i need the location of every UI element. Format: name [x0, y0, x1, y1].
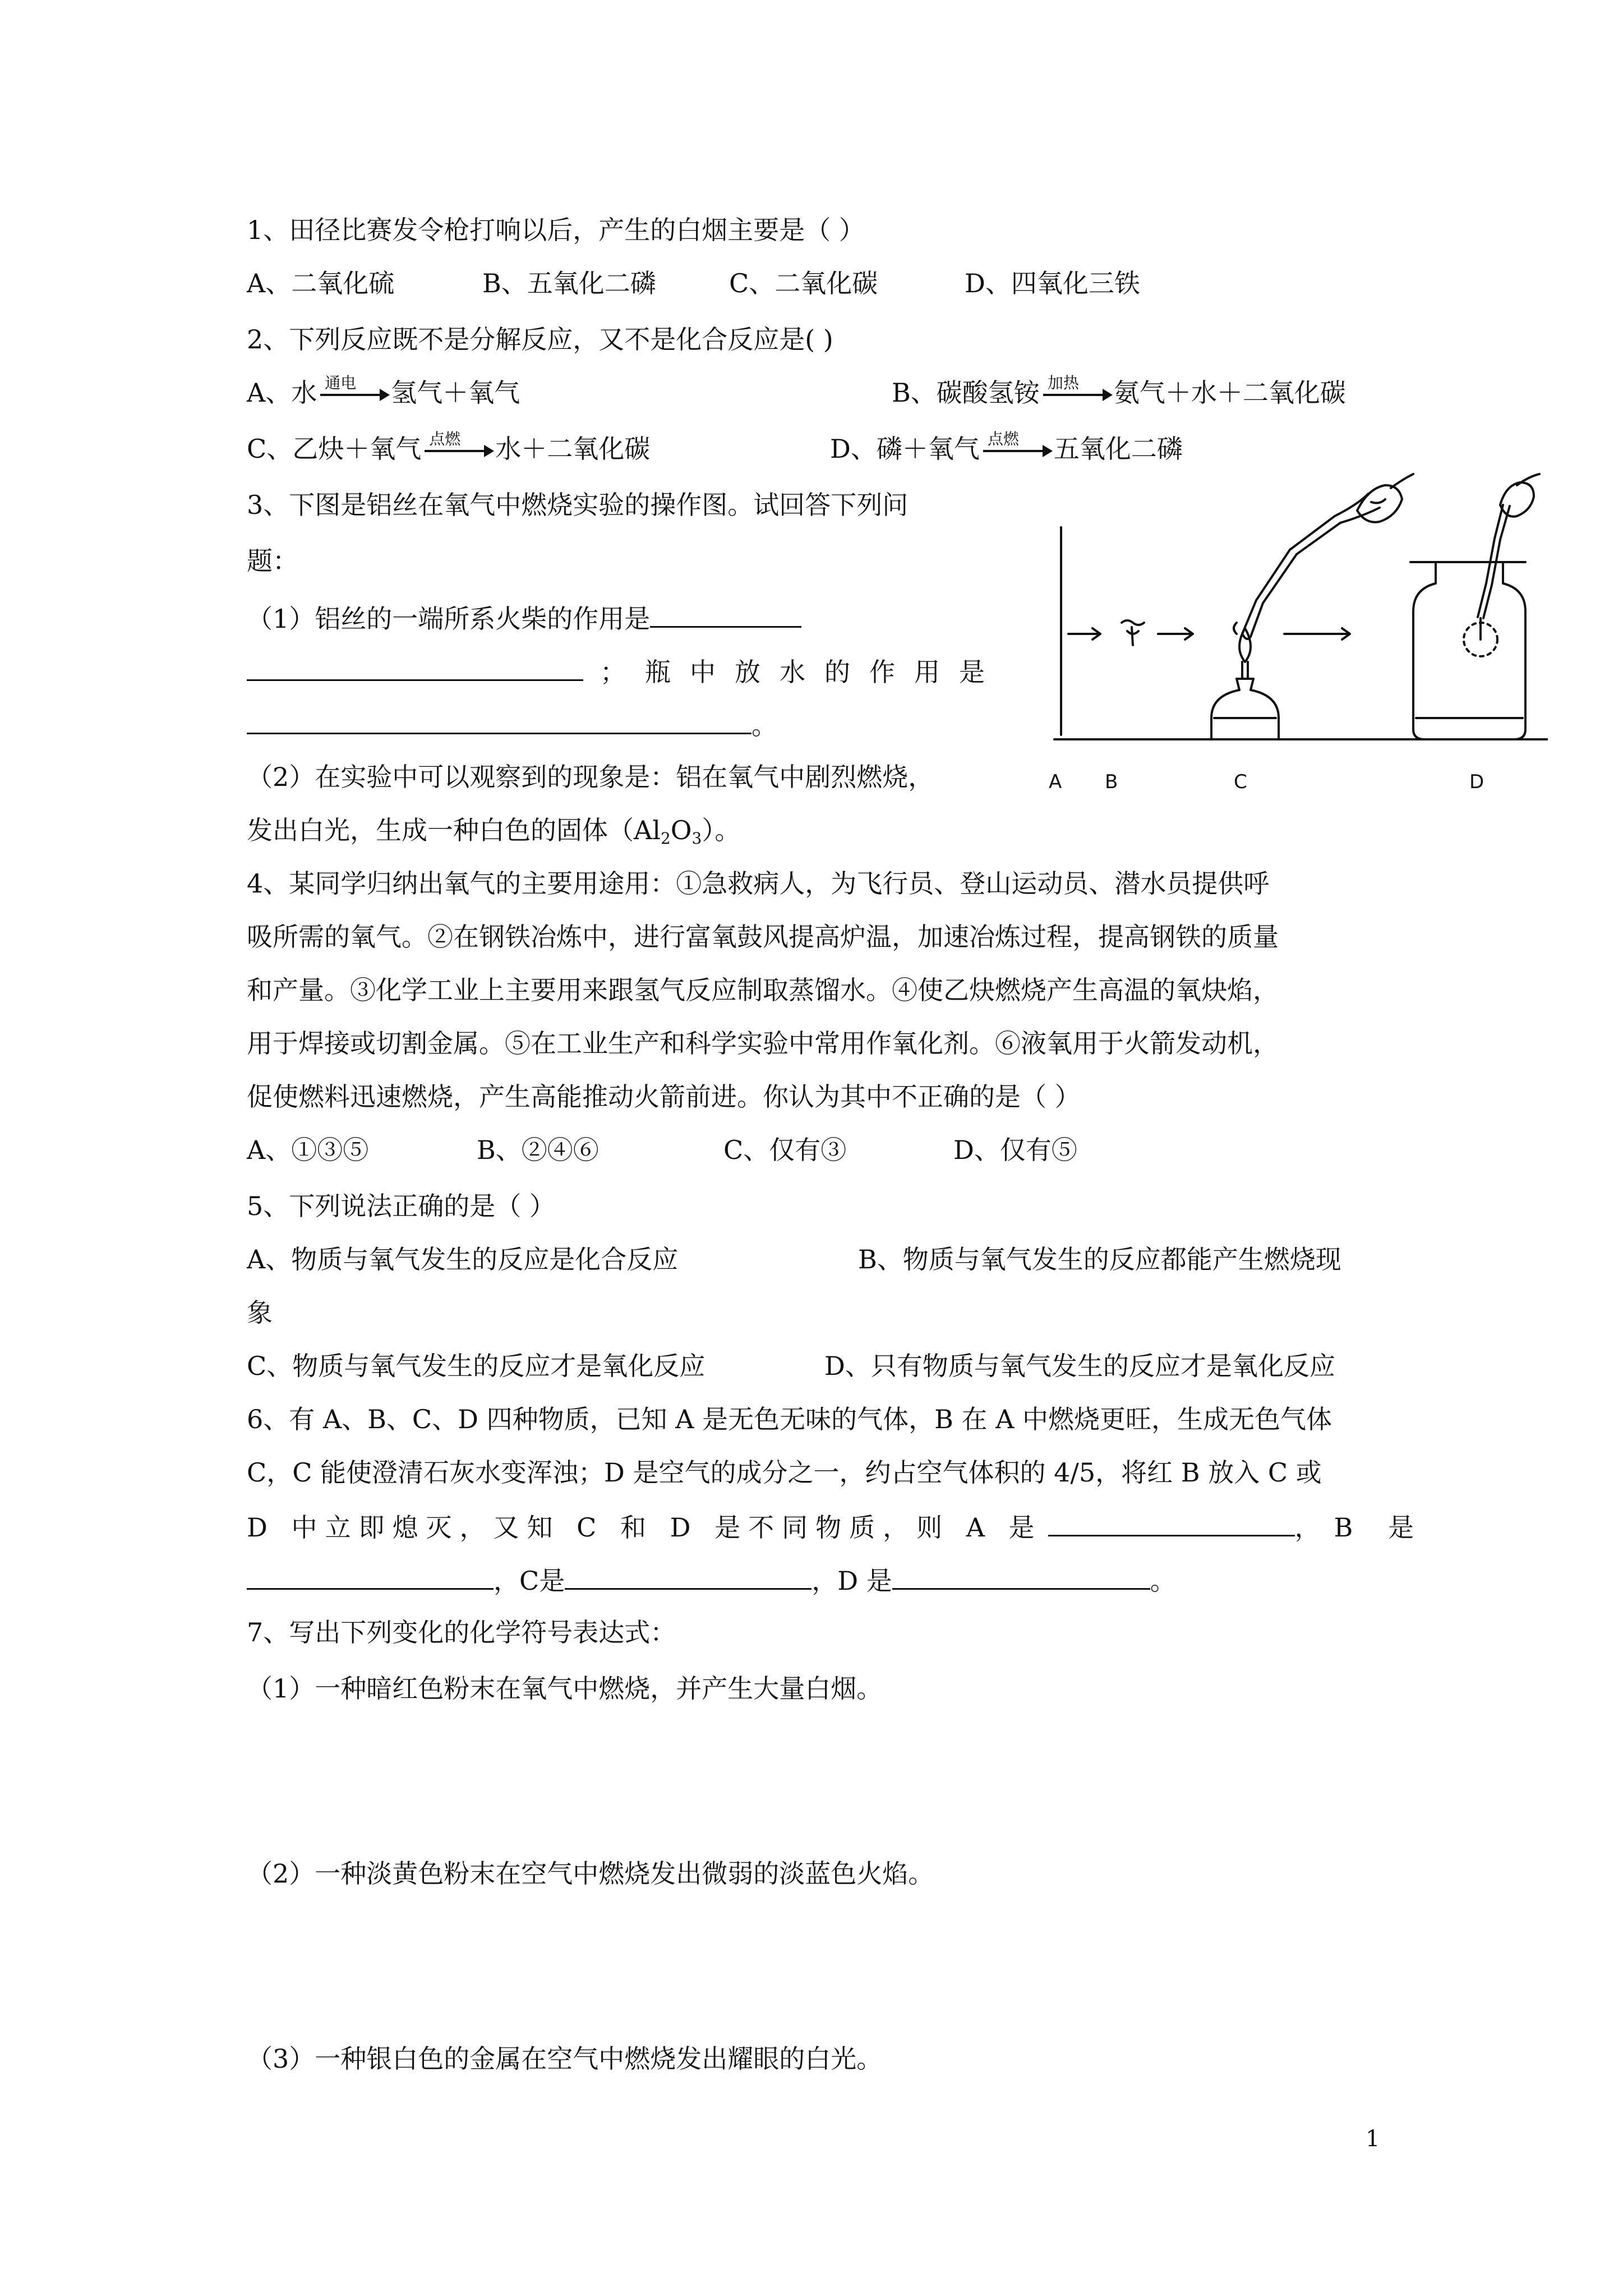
q6-line-1: 6、有 A、B、C、D 四种物质，已知 A 是无色无味的气体，B 在 A 中燃烧更旺，生成无色气体 [247, 1404, 1332, 1434]
q7-part-1: （1）一种暗红色粉末在氧气中燃烧，并产生大量白烟。 [247, 1673, 883, 1704]
q2-option-d-reactants: D、磷＋氧气 [830, 434, 980, 464]
q5-option-c: C、物质与氧气发生的反应才是氧化反应 [247, 1351, 706, 1381]
q3-formula-o: O [670, 815, 692, 845]
q5-option-b-cont: 象 [247, 1297, 273, 1328]
q3-formula-sub1: 2 [660, 829, 671, 848]
q3-part1-end: 。 [751, 710, 777, 740]
q6-line-4-c: ，C是 [494, 1566, 565, 1596]
figure-arrow-icon [1158, 628, 1193, 639]
q5-stem: 5、下列说法正确的是（ ） [247, 1191, 555, 1221]
reaction-arrow-icon [320, 374, 388, 396]
q6-answer-blank-b[interactable] [247, 1562, 494, 1590]
q1-option-d: D、四氧化三铁 [965, 268, 1140, 298]
q3-part2-end: ）。 [702, 815, 741, 845]
q2-option-a [247, 376, 520, 409]
q3-part1-prompt: （1）铝丝的一端所系火柴的作用是 [247, 604, 651, 634]
q3-stem-line2: 题： [247, 546, 298, 576]
figure-arrow-icon [1068, 628, 1100, 639]
q4-line-4: 用于焊接或切割金属。⑤在工业生产和科学实验中常用作氧化剂。⑥液氧用于火箭发动机， [247, 1028, 1279, 1059]
q6-line-4-d: ，D 是 [811, 1566, 892, 1596]
tongs-icon [1234, 494, 1380, 639]
q3-part1-water-prompt: ；瓶中放水的作用是 [600, 657, 1004, 687]
q6-line-3-text: D 中立即熄灭，又知 C 和 D 是不同物质，则 A 是 [247, 1512, 1043, 1543]
q3-part1-line3 [247, 707, 777, 742]
q2-option-a-products: 氢气＋氧气 [391, 378, 520, 408]
figure-label-c: C [1234, 771, 1247, 793]
q4-option-c: C、仅有③ [723, 1135, 847, 1165]
q4-line-5: 促使燃料迅速燃烧，产生高能推动火箭前进。你认为其中不正确的是（ ） [247, 1082, 1081, 1112]
q2-option-a-condition: 通电 [325, 374, 357, 392]
q6-line-4 [247, 1562, 1176, 1598]
q7-part-2: （2）一种淡黄色粉末在空气中燃烧发出微弱的淡蓝色火焰。 [247, 1858, 934, 1889]
q4-option-a: A、①③⑤ [247, 1135, 369, 1165]
q6-line-3 [247, 1509, 1427, 1544]
q6-answer-blank-a[interactable] [1048, 1509, 1295, 1536]
q1-option-b: B、五氧化二磷 [482, 268, 656, 298]
reaction-arrow-icon [1043, 374, 1110, 396]
q2-option-a-reactants: A、水 [247, 378, 317, 408]
q4-line-2: 吸所需的氧气。②在钢铁冶炼中，进行富氧鼓风提高炉温，加速冶炼过程，提高钢铁的质量 [247, 922, 1279, 952]
reaction-arrow-icon [983, 430, 1050, 452]
q2-option-b-reactants: B、碳酸氢铵 [892, 378, 1040, 408]
reaction-arrow-icon [425, 430, 492, 452]
q4-option-d: D、仅有⑤ [953, 1135, 1077, 1165]
q4-line-3: 和产量。③化学工业上主要用来跟氢气反应制取蒸馏水。④使乙炔燃烧产生高温的氧炔焰， [247, 975, 1279, 1005]
q6-line-3-b: ，B 是 [1294, 1512, 1427, 1543]
q5-option-a: A、物质与氧气发生的反应是化合反应 [247, 1244, 679, 1274]
q6-line-2: C，C 能使澄清石灰水变浑浊；D 是空气的成分之一，约占空气体积的 4/5，将红 B 放入 C 或 [247, 1457, 1322, 1488]
q6-answer-blank-d[interactable] [892, 1562, 1150, 1590]
q2-option-c-reactants: C、乙炔＋氧气 [247, 434, 422, 464]
q2-option-d-condition: 点燃 [987, 430, 1019, 448]
hand-icon [1500, 474, 1539, 517]
q2-stem: 2、下列反应既不是分解反应，又不是化合反应是( ) [247, 324, 833, 355]
q3-answer-blank-2[interactable] [247, 707, 751, 734]
figure-arrow-icon [1284, 628, 1350, 639]
figure-label-a: A [1049, 771, 1062, 793]
q6-answer-blank-c[interactable] [565, 1562, 811, 1590]
q2-option-d [830, 432, 1183, 466]
q3-answer-blank-1-cont[interactable] [247, 654, 583, 681]
q5-option-d: D、只有物质与氧气发生的反应才是氧化反应 [824, 1351, 1335, 1381]
q3-formula-sub2: 3 [691, 829, 702, 848]
q3-answer-blank-1[interactable] [650, 600, 801, 628]
q2-option-c-products: 水＋二氧化碳 [495, 434, 651, 464]
alcohol-lamp-icon [1211, 628, 1279, 739]
q1-stem: 1、田径比赛发令枪打响以后，产生的白烟主要是（ ） [247, 215, 865, 245]
q2-option-c-condition: 点燃 [429, 430, 461, 448]
page-number: 1 [1366, 2126, 1380, 2152]
flame-icon [1239, 628, 1251, 662]
q4-line-1: 4、某同学归纳出氧气的主要用途用：①急救病人，为飞行员、登山运动员、潜水员提供呼 [247, 868, 1270, 899]
q3-stem-line1: 3、下图是铝丝在氧气中燃烧实验的操作图。试回答下列问 [247, 490, 909, 520]
coiled-wire-icon [1122, 620, 1144, 645]
figure-label-b: B [1105, 771, 1118, 793]
q2-option-b-condition: 加热 [1047, 374, 1079, 392]
q2-option-c [247, 432, 650, 466]
q3-part2-line1: （2）在实验中可以观察到的现象是：铝在氧气中剧烈燃烧， [247, 762, 934, 792]
q1-option-a: A、二氧化硫 [247, 268, 395, 298]
q4-option-b: B、②④⑥ [477, 1135, 599, 1165]
q2-option-b [892, 376, 1346, 409]
q3-part2-line2 [247, 813, 740, 855]
q3-part2-text: 发出白光，生成一种白色的固体（Al [247, 815, 661, 845]
q2-option-b-products: 氨气＋水＋二氧化碳 [1113, 378, 1346, 408]
q7-stem: 7、写出下列变化的化学符号表达式： [247, 1617, 676, 1648]
q5-option-b: B、物质与氧气发生的反应都能产生燃烧现 [858, 1244, 1341, 1274]
aluminum-wire-combustion-figure [1043, 471, 1548, 808]
q6-line-4-end: 。 [1150, 1566, 1176, 1596]
q2-option-d-products: 五氧化二磷 [1053, 434, 1183, 464]
q7-part-3: （3）一种银白色的金属在空气中燃烧发出耀眼的白光。 [247, 2044, 883, 2074]
q3-part1-line2 [247, 654, 1004, 689]
q3-part1-line1 [247, 600, 801, 636]
figure-label-d: D [1469, 771, 1484, 793]
q1-option-c: C、二氧化碳 [729, 268, 878, 298]
